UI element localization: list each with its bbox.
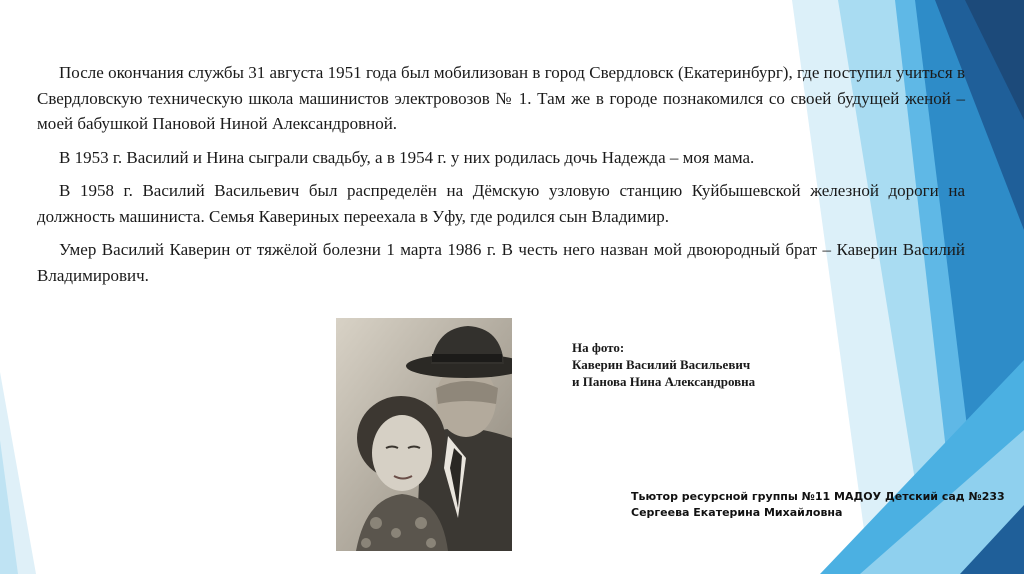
paragraph-3: В 1958 г. Василий Васильевич был распределён на Дёмскую узловую станцию Куйбышевской железной дороги на должность машиниста. Семья Кавериных переехала в Уфу, где родился сын Владимир.: [37, 181, 965, 226]
paragraph-1: После окончания службы 31 августа 1951 года был мобилизован в город Свердловск (Екатеринбург), где поступил учиться в Свердловскую техническую школа машинистов электровозов № 1. Там же в городе познакомился со своей будущей женой – моей бабушкой Пановой Ниной Александровной.: [37, 63, 965, 133]
caption-line-2: и Панова Нина Александровна: [572, 374, 756, 389]
paragraph-4: Умер Василий Каверин от тяжёлой болезни 1 марта 1986 г. В честь него назван мой двоюродный брат – Каверин Василий Владимирович.: [37, 240, 965, 285]
main-text: [37, 60, 965, 296]
credits-line-2: Сергеева Екатерина Михайловна: [631, 506, 843, 519]
caption-label: На фото:: [572, 340, 625, 355]
couple-photo: [336, 318, 512, 551]
paragraph-2: В 1953 г. Василий и Нина сыграли свадьбу, а в 1954 г. у них родилась дочь Надежда – моя мама.: [59, 147, 755, 167]
author-credits: [631, 489, 1005, 521]
credits-line-1: Тьютор ресурсной группы №11 МАДОУ Детский сад №233: [631, 490, 1005, 503]
caption-line-1: Каверин Василий Васильевич: [572, 357, 751, 372]
photo-caption: [572, 339, 755, 390]
